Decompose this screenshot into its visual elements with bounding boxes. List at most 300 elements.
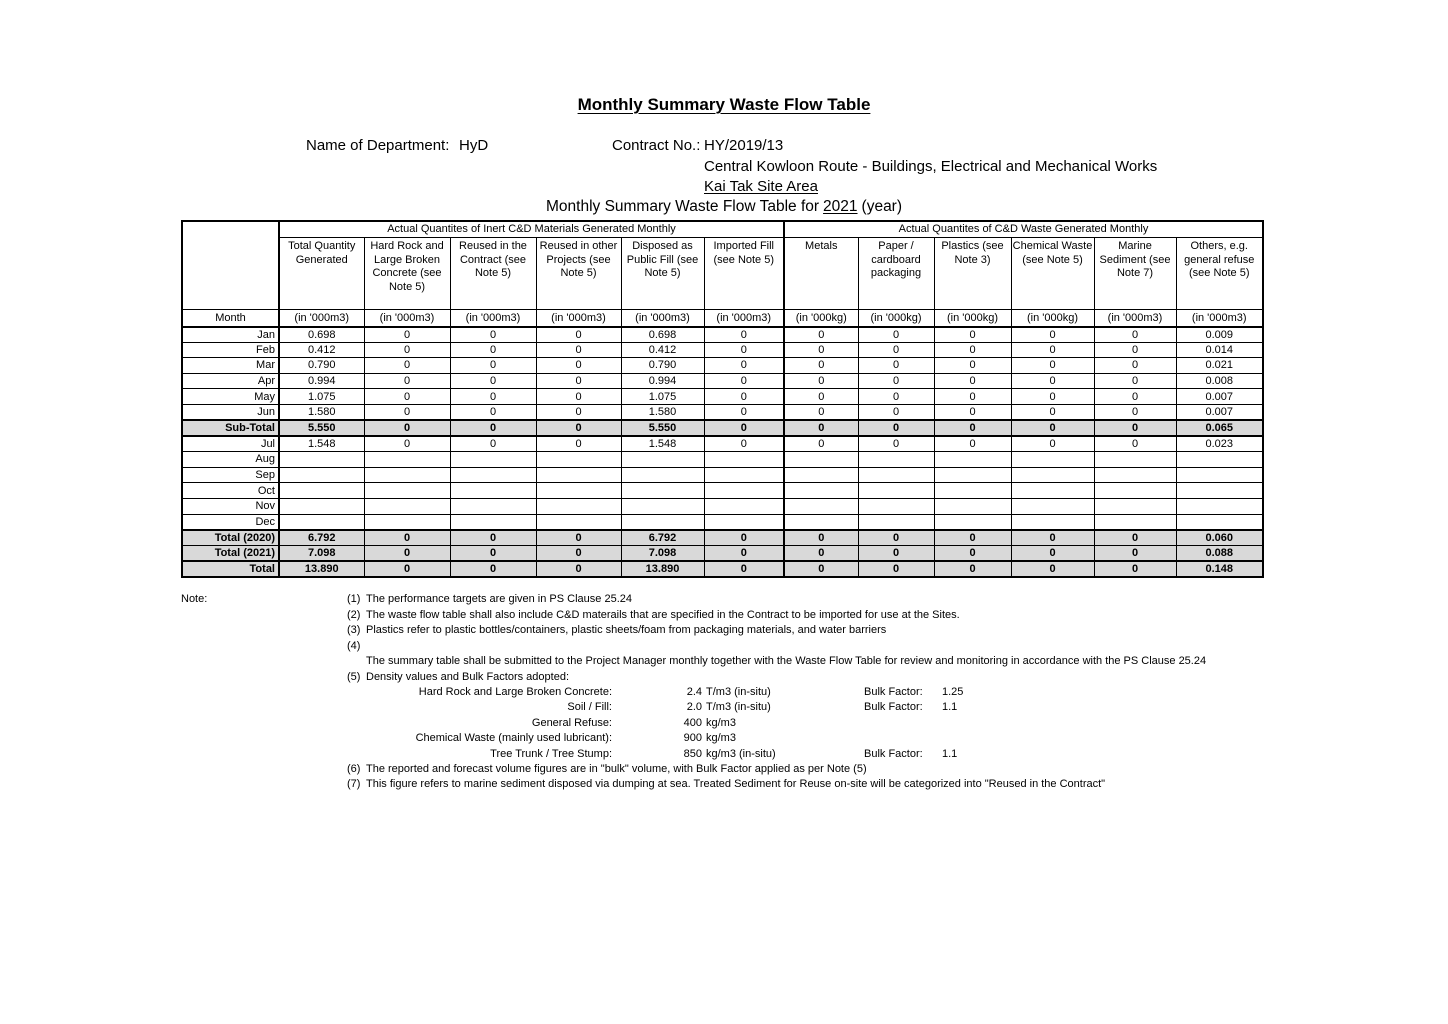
column-header-row xyxy=(182,238,1263,310)
table-cell: 0 xyxy=(704,327,784,343)
density-value: 850 xyxy=(683,747,702,760)
table-cell xyxy=(784,452,858,468)
table-cell: 0 xyxy=(858,530,934,546)
note-number: (6) xyxy=(347,762,361,775)
table-cell xyxy=(364,483,450,499)
table-cell: 0 xyxy=(1011,373,1094,389)
note-line xyxy=(347,623,1291,639)
table-cell xyxy=(784,467,858,483)
table-cell: 0 xyxy=(1011,420,1094,436)
row-label: Total (2021) xyxy=(182,545,279,561)
table-cell xyxy=(784,483,858,499)
table-cell xyxy=(784,514,858,530)
table-cell xyxy=(621,498,704,514)
density-label: Chemical Waste (mainly used lubricant): xyxy=(415,732,612,745)
column-header-3: Reused in the Contract (see Note 5) xyxy=(450,238,536,310)
note-text: The performance targets are given in PS Clause 25.24 xyxy=(366,593,632,605)
table-cell: 0 xyxy=(934,373,1011,389)
table-cell: 0.994 xyxy=(279,373,364,389)
group-header-inert-materials: Actual Quantites of Inert C&D Materials Generated Monthly xyxy=(279,221,784,238)
table-cell xyxy=(934,483,1011,499)
contract-number-value: HY/2019/13 xyxy=(704,137,784,154)
note-line xyxy=(347,592,1291,608)
table-cell xyxy=(364,467,450,483)
table-row xyxy=(182,514,1263,530)
table-row xyxy=(182,545,1263,561)
density-label: Hard Rock and Large Broken Concrete: xyxy=(418,686,612,698)
table-cell: 0 xyxy=(858,436,934,452)
row-label: Sub-Total xyxy=(182,420,279,436)
table-cell: 0 xyxy=(1094,561,1176,577)
table-cell xyxy=(536,452,621,468)
table-cell: 0 xyxy=(364,327,450,343)
table-cell xyxy=(1094,514,1176,530)
density-label: Tree Trunk / Tree Stump: xyxy=(490,747,612,760)
row-label: Jan xyxy=(182,327,279,343)
table-cell: 0 xyxy=(704,342,784,358)
table-cell: 0 xyxy=(450,420,536,436)
table-cell xyxy=(934,498,1011,514)
table-cell: 0 xyxy=(1011,404,1094,420)
table-cell: 0 xyxy=(704,389,784,405)
table-cell xyxy=(704,498,784,514)
density-label: Soil / Fill: xyxy=(567,701,612,714)
column-header-5: Disposed as Public Fill (see Note 5) xyxy=(621,238,704,310)
density-unit: kg/m3 (in-situ) xyxy=(706,747,776,760)
table-cell: 0 xyxy=(934,545,1011,561)
table-cell: 0 xyxy=(934,530,1011,546)
table-cell xyxy=(934,467,1011,483)
density-unit: T/m3 (in-situ) xyxy=(706,701,771,714)
table-cell xyxy=(536,498,621,514)
table-cell: 0.021 xyxy=(1176,358,1263,374)
table-cell xyxy=(1011,483,1094,499)
note-text: Plastics refer to plastic bottles/containers, plastic sheets/foam from packaging materials, and water barriers xyxy=(366,624,887,636)
table-cell xyxy=(536,467,621,483)
note-number: (2) xyxy=(347,608,361,621)
unit-header-6: (in '000m3) xyxy=(704,310,784,327)
table-cell: 0 xyxy=(704,545,784,561)
column-header-2: Hard Rock and Large Broken Concrete (see Note 5) xyxy=(364,238,450,310)
density-row xyxy=(347,747,1291,762)
table-row xyxy=(182,389,1263,405)
table-cell xyxy=(621,467,704,483)
table-cell: 0 xyxy=(450,389,536,405)
table-cell: 0 xyxy=(1094,545,1176,561)
table-cell: 13.890 xyxy=(621,561,704,577)
table-cell xyxy=(1011,498,1094,514)
table-cell: 0 xyxy=(1011,561,1094,577)
note-line xyxy=(347,639,1291,655)
table-cell: 0 xyxy=(704,530,784,546)
table-cell: 0 xyxy=(1011,530,1094,546)
table-cell: 0 xyxy=(1094,327,1176,343)
table-row xyxy=(182,498,1263,514)
column-header-7: Metals xyxy=(784,238,858,310)
table-subtitle xyxy=(0,198,1448,216)
table-cell xyxy=(1176,452,1263,468)
table-cell: 5.550 xyxy=(279,420,364,436)
table-cell: 0 xyxy=(934,436,1011,452)
unit-header-11: (in '000m3) xyxy=(1094,310,1176,327)
group-header-cd-waste: Actual Quantites of C&D Waste Generated Monthly xyxy=(784,221,1263,238)
density-unit: kg/m3 xyxy=(706,716,736,729)
table-cell xyxy=(450,498,536,514)
table-cell: 6.792 xyxy=(621,530,704,546)
table-cell: 0 xyxy=(536,358,621,374)
table-cell xyxy=(450,467,536,483)
density-row xyxy=(347,700,1291,715)
table-cell: 0 xyxy=(536,436,621,452)
note-number: (1) xyxy=(347,593,361,605)
table-cell: 0.014 xyxy=(1176,342,1263,358)
note-text: Density values and Bulk Factors adopted: xyxy=(366,670,570,683)
table-cell xyxy=(858,467,934,483)
table-cell xyxy=(450,483,536,499)
table-cell: 0 xyxy=(536,389,621,405)
table-cell xyxy=(784,498,858,514)
table-cell xyxy=(704,514,784,530)
table-cell: 0 xyxy=(1011,342,1094,358)
table-cell xyxy=(1094,498,1176,514)
table-cell: 0 xyxy=(450,436,536,452)
table-cell xyxy=(858,498,934,514)
unit-row xyxy=(182,310,1263,327)
table-cell: 0 xyxy=(1011,389,1094,405)
note-number: (7) xyxy=(347,778,361,791)
table-cell xyxy=(858,514,934,530)
table-cell: 0 xyxy=(704,358,784,374)
table-cell: 5.550 xyxy=(621,420,704,436)
table-cell: 0 xyxy=(364,342,450,358)
table-cell: 0 xyxy=(858,420,934,436)
table-cell: 0.060 xyxy=(1176,530,1263,546)
table-cell: 1.075 xyxy=(621,389,704,405)
table-cell: 0.008 xyxy=(1176,373,1263,389)
table-cell: 0 xyxy=(704,436,784,452)
row-label: Jul xyxy=(182,436,279,452)
row-label: Oct xyxy=(182,483,279,499)
table-cell xyxy=(450,452,536,468)
table-cell xyxy=(364,498,450,514)
table-row xyxy=(182,373,1263,389)
page-title: Monthly Summary Waste Flow Table xyxy=(577,95,871,114)
note-text: The reported and forecast volume figures are in "bulk" volume, with Bulk Factor applied as per Note (5) xyxy=(366,762,867,775)
notes-list xyxy=(347,592,1291,793)
subtitle-suffix: (year) xyxy=(861,198,903,215)
note-number: (4) xyxy=(347,639,361,652)
table-cell: 0 xyxy=(704,404,784,420)
unit-header-12: (in '000m3) xyxy=(1176,310,1263,327)
unit-header-8: (in '000kg) xyxy=(858,310,934,327)
row-label: Nov xyxy=(182,498,279,514)
table-cell xyxy=(621,514,704,530)
table-cell: 0 xyxy=(858,373,934,389)
table-cell: 7.098 xyxy=(279,545,364,561)
table-cell: 0 xyxy=(364,404,450,420)
table-row xyxy=(182,342,1263,358)
table-cell: 0 xyxy=(858,358,934,374)
table-cell xyxy=(858,483,934,499)
table-cell: 0 xyxy=(364,389,450,405)
table-cell: 0 xyxy=(858,404,934,420)
table-cell: 0 xyxy=(858,545,934,561)
notes-label: Note: xyxy=(181,593,208,605)
table-cell: 0 xyxy=(704,561,784,577)
table-cell: 0 xyxy=(536,342,621,358)
table-cell xyxy=(536,514,621,530)
table-cell: 0 xyxy=(1011,436,1094,452)
table-cell: 0 xyxy=(1011,327,1094,343)
table-cell: 0 xyxy=(704,420,784,436)
row-label: Aug xyxy=(182,452,279,468)
table-cell: 0 xyxy=(858,342,934,358)
table-cell: 0.007 xyxy=(1176,404,1263,420)
note-text: This figure refers to marine sediment disposed via dumping at sea. Treated Sediment for Reuse on-site will be categorized into "Reused in the Contract" xyxy=(366,778,1106,791)
notes-section xyxy=(181,592,1291,793)
column-header-6: Imported Fill (see Note 5) xyxy=(704,238,784,310)
table-cell: 0 xyxy=(536,561,621,577)
table-cell: 1.075 xyxy=(279,389,364,405)
table-cell: 7.098 xyxy=(621,545,704,561)
table-cell xyxy=(1176,467,1263,483)
table-row xyxy=(182,358,1263,374)
table-cell: 0 xyxy=(784,545,858,561)
density-row xyxy=(347,731,1291,746)
note-number: (3) xyxy=(347,624,361,636)
note-line xyxy=(347,654,1291,670)
table-cell: 0 xyxy=(536,404,621,420)
note-line xyxy=(347,777,1291,793)
note-line xyxy=(347,608,1291,624)
note-text: The waste flow table shall also include C&D materails that are specified in the Contract to be imported for use at the Sites. xyxy=(366,608,960,621)
density-value: 900 xyxy=(683,732,702,745)
unit-header-2: (in '000m3) xyxy=(364,310,450,327)
table-cell xyxy=(621,452,704,468)
table-cell xyxy=(1011,514,1094,530)
unit-header-5: (in '000m3) xyxy=(621,310,704,327)
table-cell: 0 xyxy=(858,561,934,577)
waste-flow-table xyxy=(181,220,1264,578)
table-cell: 0 xyxy=(450,561,536,577)
row-label: Sep xyxy=(182,467,279,483)
bulk-factor-value: 1.1 xyxy=(942,701,958,714)
table-cell xyxy=(621,483,704,499)
table-cell xyxy=(364,514,450,530)
table-cell: 0.009 xyxy=(1176,327,1263,343)
table-cell: 0 xyxy=(450,373,536,389)
table-cell: 6.792 xyxy=(279,530,364,546)
site-area: Kai Tak Site Area xyxy=(704,178,818,195)
table-cell: 0.412 xyxy=(279,342,364,358)
table-cell: 0 xyxy=(536,327,621,343)
table-row xyxy=(182,483,1263,499)
unit-header-7: (in '000kg) xyxy=(784,310,858,327)
table-cell: 0.790 xyxy=(621,358,704,374)
row-label: Total xyxy=(182,561,279,577)
table-row xyxy=(182,452,1263,468)
table-cell: 0 xyxy=(784,420,858,436)
table-cell xyxy=(1094,452,1176,468)
bulk-factor-label: Bulk Factor: xyxy=(864,686,923,698)
table-cell: 0 xyxy=(1094,389,1176,405)
table-cell: 0.007 xyxy=(1176,389,1263,405)
table-cell: 1.548 xyxy=(279,436,364,452)
table-cell: 0 xyxy=(1011,545,1094,561)
table-cell: 0 xyxy=(1094,342,1176,358)
table-cell xyxy=(1176,483,1263,499)
table-cell: 0 xyxy=(1094,373,1176,389)
table-cell: 0 xyxy=(364,545,450,561)
note-text: The summary table shall be submitted to the Project Manager monthly together with the Waste Flow Table for review and monitoring in accordance with the PS Clause 25.24 xyxy=(366,655,1207,667)
department-value: HyD xyxy=(459,137,489,154)
table-cell xyxy=(1176,498,1263,514)
note-line xyxy=(347,670,1291,686)
table-cell: 0 xyxy=(784,404,858,420)
bulk-factor-value xyxy=(942,731,1002,747)
column-header-12: Others, e.g. general refuse (see Note 5) xyxy=(1176,238,1263,310)
subtitle-prefix: Monthly Summary Waste Flow Table for xyxy=(545,198,820,215)
column-header-9: Plastics (see Note 3) xyxy=(934,238,1011,310)
row-label: Feb xyxy=(182,342,279,358)
table-cell: 0 xyxy=(784,389,858,405)
table-cell: 0 xyxy=(784,373,858,389)
table-cell: 0 xyxy=(450,342,536,358)
table-row xyxy=(182,467,1263,483)
table-cell xyxy=(1011,452,1094,468)
column-header-10: Chemical Waste (see Note 5) xyxy=(1011,238,1094,310)
row-label: Mar xyxy=(182,358,279,374)
table-cell: 0 xyxy=(934,404,1011,420)
density-row xyxy=(347,685,1291,700)
bulk-factor-label xyxy=(864,731,942,747)
bulk-factor-label: Bulk Factor: xyxy=(864,747,923,760)
table-row xyxy=(182,530,1263,546)
table-cell: 0 xyxy=(450,327,536,343)
table-cell: 0 xyxy=(364,436,450,452)
table-cell: 0 xyxy=(364,373,450,389)
table-cell: 0 xyxy=(934,327,1011,343)
column-header-1: Total Quantity Generated xyxy=(279,238,364,310)
table-cell: 0 xyxy=(450,545,536,561)
table-cell: 0 xyxy=(536,420,621,436)
table-cell xyxy=(1094,467,1176,483)
table-cell xyxy=(536,483,621,499)
table-cell: 0 xyxy=(364,358,450,374)
note-line xyxy=(347,762,1291,778)
table-cell xyxy=(279,467,364,483)
table-cell: 0 xyxy=(784,436,858,452)
table-row xyxy=(182,420,1263,436)
table-cell: 0 xyxy=(934,358,1011,374)
table-cell: 0 xyxy=(784,327,858,343)
table-cell: 0 xyxy=(934,561,1011,577)
table-cell xyxy=(450,514,536,530)
month-header: Month xyxy=(182,310,279,327)
table-cell: 0.065 xyxy=(1176,420,1263,436)
table-cell: 0.698 xyxy=(621,327,704,343)
table-cell: 1.580 xyxy=(621,404,704,420)
bulk-factor-value xyxy=(942,716,1002,732)
density-unit: T/m3 (in-situ) xyxy=(706,686,771,698)
table-cell: 0.994 xyxy=(621,373,704,389)
column-header-4: Reused in other Projects (see Note 5) xyxy=(536,238,621,310)
table-cell: 1.580 xyxy=(279,404,364,420)
table-cell xyxy=(364,452,450,468)
table-cell: 0 xyxy=(450,358,536,374)
table-cell: 1.548 xyxy=(621,436,704,452)
month-column-spacer xyxy=(182,221,279,310)
table-row xyxy=(182,327,1263,343)
subtitle-year: 2021 xyxy=(823,198,858,215)
table-cell: 0 xyxy=(784,530,858,546)
row-label: Total (2020) xyxy=(182,530,279,546)
group-header-row xyxy=(182,221,1263,238)
unit-header-1: (in '000m3) xyxy=(279,310,364,327)
department-label: Name of Department: xyxy=(306,137,450,154)
table-cell: 13.890 xyxy=(279,561,364,577)
table-cell xyxy=(279,452,364,468)
table-cell: 0 xyxy=(934,420,1011,436)
bulk-factor-label xyxy=(864,716,942,732)
unit-header-3: (in '000m3) xyxy=(450,310,536,327)
table-cell xyxy=(704,483,784,499)
column-header-11: Marine Sediment (see Note 7) xyxy=(1094,238,1176,310)
unit-header-9: (in '000kg) xyxy=(934,310,1011,327)
table-cell: 0 xyxy=(784,342,858,358)
table-cell: 0.790 xyxy=(279,358,364,374)
row-label: Jun xyxy=(182,404,279,420)
table-cell: 0.088 xyxy=(1176,545,1263,561)
table-cell: 0 xyxy=(536,545,621,561)
table-cell: 0 xyxy=(704,373,784,389)
table-row xyxy=(182,436,1263,452)
table-cell: 0 xyxy=(364,530,450,546)
table-cell: 0 xyxy=(364,561,450,577)
table-cell: 0 xyxy=(934,342,1011,358)
table-cell xyxy=(934,514,1011,530)
density-value: 2.0 xyxy=(686,701,702,714)
table-cell: 0 xyxy=(1011,358,1094,374)
table-cell: 0.023 xyxy=(1176,436,1263,452)
density-row xyxy=(347,716,1291,731)
table-cell: 0 xyxy=(934,389,1011,405)
table-cell xyxy=(279,498,364,514)
density-label: General Refuse: xyxy=(531,716,612,729)
table-cell xyxy=(1176,514,1263,530)
table-cell: 0 xyxy=(364,420,450,436)
table-cell: 0 xyxy=(450,404,536,420)
unit-header-10: (in '000kg) xyxy=(1011,310,1094,327)
table-cell xyxy=(704,452,784,468)
contract-number-label: Contract No.: xyxy=(612,137,701,154)
density-value: 2.4 xyxy=(686,686,702,698)
density-unit: kg/m3 xyxy=(706,732,736,745)
bulk-factor-label: Bulk Factor: xyxy=(864,701,923,714)
table-cell: 0 xyxy=(784,561,858,577)
table-row xyxy=(182,404,1263,420)
bulk-factor-value: 1.25 xyxy=(942,686,964,698)
note-number xyxy=(347,654,366,670)
table-cell: 0 xyxy=(858,327,934,343)
note-number: (5) xyxy=(347,670,361,683)
table-cell: 0 xyxy=(1094,530,1176,546)
table-cell: 0.148 xyxy=(1176,561,1263,577)
table-cell xyxy=(858,452,934,468)
table-cell xyxy=(279,514,364,530)
row-label: Apr xyxy=(182,373,279,389)
table-cell: 0 xyxy=(1094,436,1176,452)
